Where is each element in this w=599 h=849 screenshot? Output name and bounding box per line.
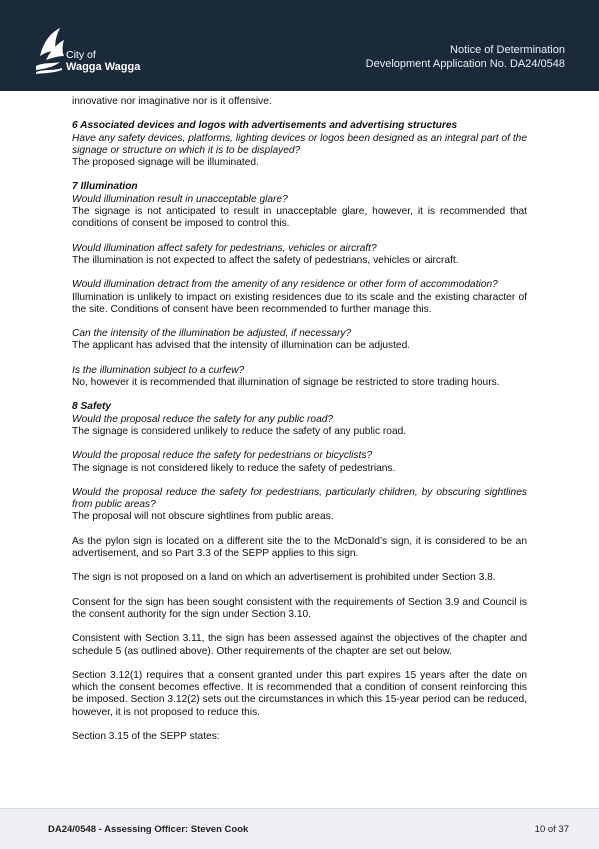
section-7-q2 — [72, 243, 527, 268]
section-8-q1 — [72, 401, 527, 438]
question: Would illumination affect safety for pedestrians, vehicles or aircraft? — [72, 242, 377, 254]
question: Would the proposal reduce the safety for pedestrians, particularly children, by obscuring sightlines from public areas? — [72, 486, 527, 511]
section-8-q2 — [72, 450, 527, 475]
city-name — [66, 49, 140, 73]
logo-line-1: City of — [66, 49, 96, 61]
paragraph: As the pylon sign is located on a different site the to the McDonald’s sign, it is considered to be an advertisement, and so Part 3.3 of the SEPP applies to this sign. — [72, 535, 527, 560]
paragraph: Section 3.15 of the SEPP states: — [72, 730, 220, 742]
question: Would the proposal reduce the safety for pedestrians or bicyclists? — [72, 450, 373, 462]
question: Would the proposal reduce the safety for any public road? — [72, 413, 334, 425]
document-title — [366, 43, 565, 71]
question: Have any safety devices, platforms, lighting devices or logos been designed as an integral part of the signage or structure on which it is to be displayed? — [72, 132, 527, 156]
page-footer — [0, 808, 599, 849]
footer-reference: DA24/0548 - Assessing Officer: Steven Cook — [48, 824, 249, 835]
section-7-q3 — [72, 279, 527, 316]
answer: No, however it is recommended that illumination of signage be restricted to store trading hours. — [72, 377, 500, 389]
question: Is the illumination subject to a curfew? — [72, 364, 245, 376]
paragraph: Consent for the sign has been sought consistent with the requirements of Section 3.9 and Council is the consent authority for the sign under Section 3.10. — [72, 596, 527, 620]
document-body — [72, 96, 527, 755]
section-7-q5 — [72, 365, 527, 390]
section-heading: 6 Associated devices and logos with advertisements and advertising structures — [72, 120, 458, 132]
answer: The signage is not considered likely to reduce the safety of pedestrians. — [72, 462, 396, 474]
section-heading: 8 Safety — [72, 401, 112, 413]
paragraph: Section 3.12(1) requires that a consent granted under this part expires 15 years after the date on which the consent becomes effective. It is recommended that a condition of consent reinforcing this be imposed. Section 3.12(2) sets out the circumstances in which this 15-year period can be reduced, however, it is not proposed to reduce this. — [72, 669, 527, 718]
section-7-q4 — [72, 328, 527, 353]
paragraph: The sign is not proposed on a land on which an advertisement is prohibited under Section 3.8. — [72, 572, 496, 584]
answer: Illumination is unlikely to impact on existing residences due to its scale and the existing character of the site. Conditions of consent have been recommended to further manage this. — [72, 291, 527, 315]
page-number: 10 of 37 — [534, 824, 569, 835]
logo-line-2: Wagga Wagga — [66, 61, 141, 73]
answer: The illumination is not expected to affect the safety of pedestrians, vehicles or aircraft. — [72, 254, 459, 266]
section-8-q3 — [72, 487, 527, 524]
title-line-1: Notice of Determination — [450, 44, 565, 56]
paragraph: innovative nor imaginative nor is it offensive. — [72, 96, 272, 107]
question: Would illumination result in unacceptable glare? — [72, 193, 288, 205]
answer: The proposed signage will be illuminated. — [72, 157, 259, 169]
section-6 — [72, 120, 527, 169]
question: Would illumination detract from the amenity of any residence or other form of accommodation? — [72, 279, 498, 291]
answer: The signage is considered unlikely to reduce the safety of any public road. — [72, 425, 407, 437]
answer: The signage is not anticipated to result in unacceptable glare, however, it is recommended that conditions of consent be imposed to control this. — [72, 206, 527, 230]
paragraph: Consistent with Section 3.11, the sign has been assessed against the objectives of the chapter and schedule 5 (as outlined above). Other requirements of the chapter are set out below. — [72, 633, 527, 657]
section-7-q1 — [72, 181, 527, 230]
page-header — [0, 0, 599, 91]
answer: The proposal will not obscure sightlines from public areas. — [72, 511, 334, 523]
question: Can the intensity of the illumination be adjusted, if necessary? — [72, 328, 352, 340]
section-heading: 7 Illumination — [72, 181, 138, 193]
title-line-2: Development Application No. DA24/0548 — [365, 58, 565, 70]
answer: The applicant has advised that the intensity of illumination can be adjusted. — [72, 340, 411, 352]
